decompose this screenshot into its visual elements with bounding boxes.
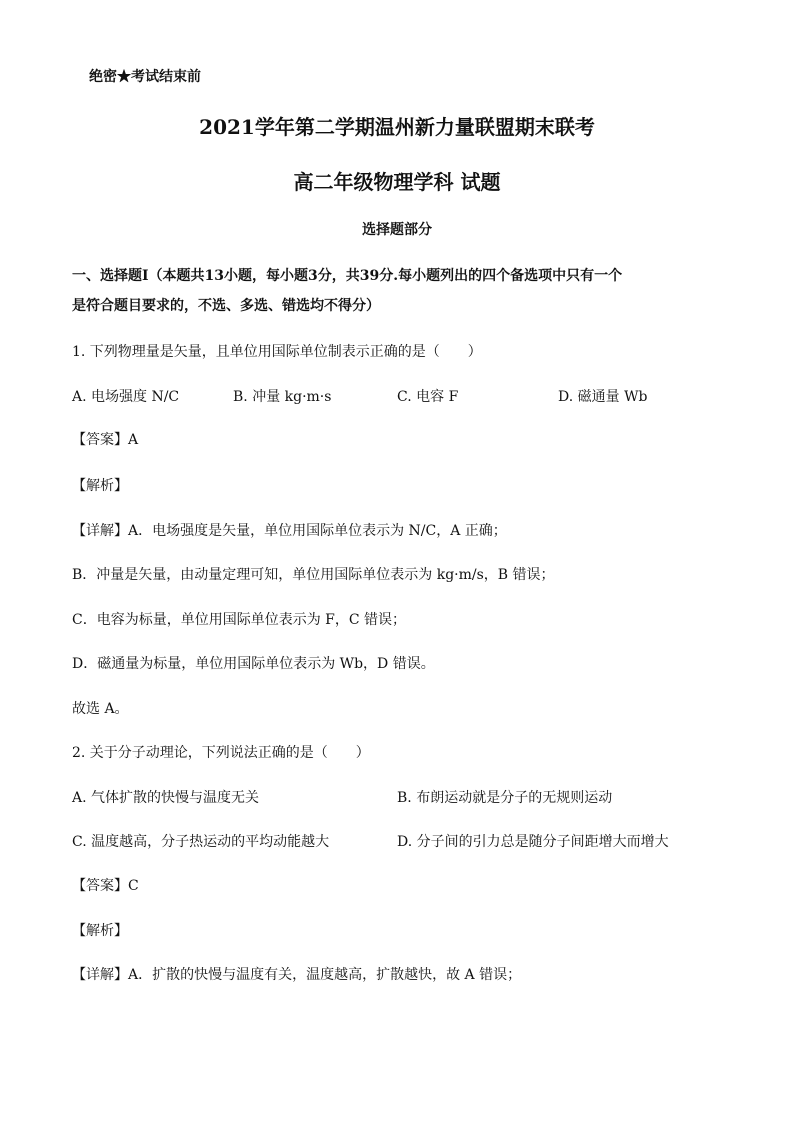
q2-option-c: C. 温度越高，分子热运动的平均动能越大: [72, 834, 330, 850]
q2-option-a: A. 气体扩散的快慢与温度无关: [72, 790, 260, 806]
q2-answer: 【答案】C: [72, 878, 139, 894]
instruction-line-1: 一、选择题Ⅰ（本题共13小题，每小题3分，共39分.每小题列出的四个备选项中只有一个: [72, 268, 623, 284]
instruction-line-2: 是符合题目要求的，不选、多选、错选均不得分）: [72, 298, 380, 314]
q1-option-d: D. 磁通量 Wb: [558, 389, 648, 405]
q1-option-b: B. 冲量 kg·m·s: [233, 389, 332, 405]
q1-detail-line: B．冲量是矢量，由动量定理可知，单位用国际单位表示为 kg·m/s，B 错误；: [72, 567, 555, 583]
q2-stem: 2. 关于分子动理论，下列说法正确的是（ ）: [72, 745, 370, 761]
q1-stem: 1. 下列物理量是矢量，且单位用国际单位制表示正确的是（ ）: [72, 344, 482, 360]
q2-detail-line: 【详解】A．扩散的快慢与温度有关，温度越高，扩散越快，故 A 错误；: [72, 967, 522, 983]
secret-label: 绝密★考试结束前: [89, 69, 201, 85]
q2-option-d: D. 分子间的引力总是随分子间距增大而增大: [397, 834, 669, 850]
q1-option-c: C. 电容 F: [397, 389, 459, 405]
q1-analysis-heading: 【解析】: [72, 478, 128, 494]
q1-detail-line: D．磁通量为标量，单位用国际单位表示为 Wb，D 错误。: [72, 656, 435, 672]
q2-analysis-heading: 【解析】: [72, 923, 128, 939]
q1-detail-line: 【详解】A．电场强度是矢量，单位用国际单位表示为 N/C，A 正确；: [72, 523, 507, 539]
q1-detail-line: 故选 A。: [72, 701, 129, 717]
exam-title: 2021学年第二学期温州新力量联盟期末联考: [199, 115, 595, 139]
q1-answer: 【答案】A: [72, 432, 139, 448]
q1-option-a: A. 电场强度 N/C: [72, 389, 180, 405]
section-heading: 选择题部分: [362, 222, 432, 238]
q1-detail-line: C．电容为标量，单位用国际单位表示为 F，C 错误；: [72, 612, 407, 628]
q2-option-b: B. 布朗运动就是分子的无规则运动: [397, 790, 613, 806]
exam-subtitle: 高二年级物理学科 试题: [293, 170, 501, 194]
